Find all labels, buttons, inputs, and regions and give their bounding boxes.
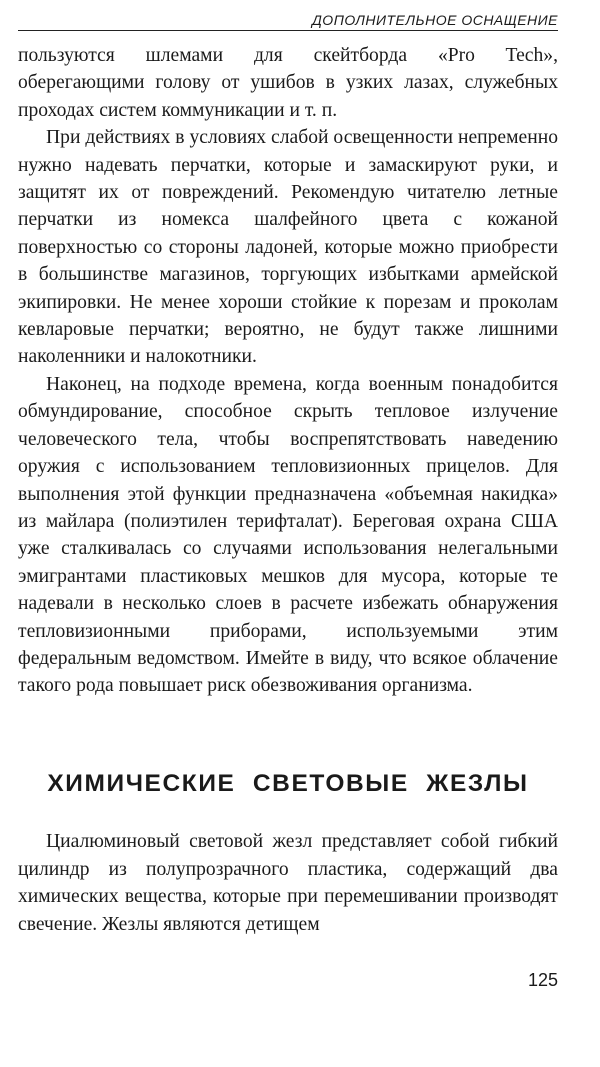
body-text xyxy=(18,42,558,700)
running-header-title: ДОПОЛНИТЕЛЬНОЕ ОСНАЩЕНИЕ xyxy=(311,12,558,28)
paragraph-thermal-camouflage: Наконец, на подходе времена, когда военным понадобится обмундирование, способное скрыть тепловое излучение человеческого тела, чтобы воспрепятствовать наведению оружия с использованием тепловизионных прицелов. Для выполнения этой функции предназначена «объемная накидка» из майлара (полиэтилен терифталат). Береговая охрана США уже сталкивалась со случаями использования нелегальными эмигрантами пластиковых мешков для мусора, которые те надевали в несколько слоев в расчете избежать обнаружения тепловизионными приборами, используемыми этим федеральным ведомством. Имейте в виду, что всякое облачение такого рода повышает риск обезвоживания организма. xyxy=(18,373,558,697)
paragraph-gloves: При действиях в условиях слабой освещенности непременно нужно надевать перчатки, которые и замаскируют руки, и защитят их от повреждений. Рекомендую читателю летные перчатки из номекса шалфейного цвета с кожаной поверхностью со стороны ладоней, которые можно приобрести в большинстве магазинов, торгующих избытками армейской экипировки. Не менее хороши стойкие к порезам и проколам кевларовые перчатки; вероятно, не будут также лишними наколенники и налокотники. xyxy=(18,127,558,368)
running-header xyxy=(18,6,558,31)
section-heading: ХИМИЧЕСКИЕ СВЕТОВЫЕ ЖЕЗЛЫ xyxy=(47,770,529,797)
page-number: 125 xyxy=(527,970,558,990)
section-paragraph: Циалюминовый световой жезл представляет собой гибкий цилиндр из полупрозрачного пластика, содержащий два химических вещества, которые при перемешивании производят свечение. Жезлы являются детищем xyxy=(18,831,558,935)
paragraph-continuation: пользуются шлемами для скейтборда «Pro Tech», оберегающими голову от ушибов в узких лазах, служебных проходах систем коммуникации и т. п. xyxy=(18,45,558,121)
